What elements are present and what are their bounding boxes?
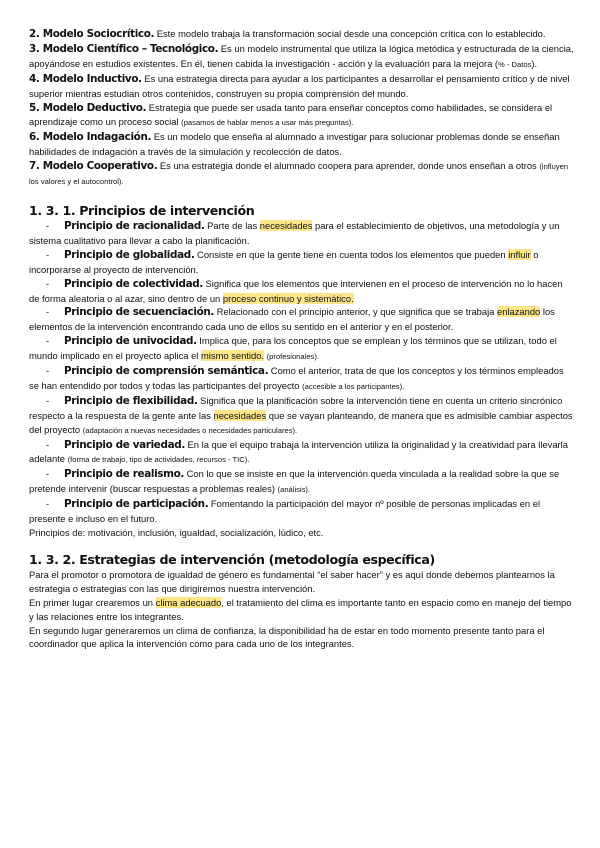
strategies-paragraph-3: En segundo lugar generaremos un clima de confianza, la disponibilidad ha de estar en todo momento presente tanto para el coordinador que aplica la intervención como para cada uno de los integrantes. xyxy=(29,624,545,650)
principle-title: Principio de globalidad. xyxy=(64,248,195,261)
principle-title: Principio de realismo. xyxy=(64,468,184,481)
principle-title: Principio de flexibilidad. xyxy=(64,394,198,407)
model-text: Este modelo trabaja la transformación social desde una concepción crítica con lo establecido. xyxy=(154,28,546,39)
principle-text: Significa que los elementos que intervienen en el proceso de intervención no lo hacen de forma aleatoria o al azar, sino dentro de un xyxy=(29,277,563,304)
principle-title: Principio de secuenciación. xyxy=(64,306,214,319)
principle-racionalidad xyxy=(29,219,575,248)
principle-text: Significa que la planificación sobre la intervención tiene en cuenta un criterio sincrónico respecto a la respuesta de la gente ante las xyxy=(29,394,563,421)
principle-text: Parte de las xyxy=(204,219,260,231)
principle-text: Implica que, para los conceptos que se emplean y los términos que se utilizan, todo el mundo implicado en el proyecto aplica el xyxy=(29,335,557,362)
list-dash: - xyxy=(46,468,50,480)
highlight: proceso continuo y sistemático. xyxy=(222,292,354,304)
principle-colectividad xyxy=(29,277,575,306)
model-7 xyxy=(29,159,575,189)
model-text-end: ). xyxy=(531,57,538,69)
model-note: (pasamos de hablar menos a usar más preguntas). xyxy=(181,118,354,128)
model-title: 3. Modelo Científico – Tecnológico. xyxy=(29,42,219,55)
list-dash: - xyxy=(46,394,50,406)
model-title: 2. Modelo Sociocrítico. xyxy=(29,28,155,40)
principle-title: Principio de comprensión semántica. xyxy=(64,365,269,378)
principle-note: (accesible a los participantes). xyxy=(302,381,405,391)
model-5 xyxy=(29,101,575,131)
principle-flexibilidad xyxy=(29,394,575,438)
principle-text: que se vayan planteando, de manera que es admisible cambiar aspectos del proyecto xyxy=(29,409,573,435)
list-dash: - xyxy=(46,335,50,347)
list-dash: - xyxy=(46,306,50,318)
list-dash: - xyxy=(46,365,50,377)
principle-text: Consiste en que la gente tiene en cuenta todos los elementos que pueden xyxy=(194,248,509,260)
highlight: mismo sentido. xyxy=(200,350,265,362)
principle-text: o incorporarse al proyecto de intervención. xyxy=(29,248,539,275)
paragraph-text: En primer lugar crearemos un xyxy=(29,596,156,608)
principle-text: En la que el equipo trabaja la intervención utiliza la originalidad y la creatividad para llevarla adelante xyxy=(29,438,568,465)
principle-title: Principio de racionalidad. xyxy=(64,219,205,232)
model-title: 6. Modelo Indagación. xyxy=(29,131,152,144)
strategies-paragraph-2 xyxy=(29,596,575,624)
document-page xyxy=(29,27,575,651)
list-dash: - xyxy=(46,277,50,289)
model-3 xyxy=(29,42,575,72)
principle-title: Principio de participación. xyxy=(64,498,209,511)
principle-comprension-semantica xyxy=(29,364,575,394)
model-text: Es una estrategia directa para ayudar a los participantes a desarrollar el pensamiento crítico y de nivel superior mientras estudian otros contenidos, construyen su propia comprensión del mundo. xyxy=(29,72,570,99)
model-text: Es una estrategia donde el alumnado coopera para aprender, donde unos enseñan a otros xyxy=(157,160,540,172)
model-text: Estrategia que puede ser usada tanto para enseñar conceptos como habilidades, se considera el aprendizaje como un proceso social xyxy=(29,101,553,128)
model-note: (influyen los valores y el autocontrol). xyxy=(29,162,569,187)
principle-text: Como el anterior, trata de que los conceptos y los términos empleados se han entendido por todos y todas las participantes del proyecto xyxy=(29,365,564,391)
highlight: necesidades xyxy=(259,219,313,231)
principle-text: Relacionado con el principio anterior, y que significa que se trabaja xyxy=(214,306,497,318)
model-note: % - Datos xyxy=(498,59,532,69)
strategies-paragraph-1: Para el promotor o promotora de igualdad de género es fundamental “el saber hacer” y es aquí donde debemos plantearnos la estrategia o estrategias con las que dirigiremos nuestra intervención. xyxy=(29,568,555,594)
model-2 xyxy=(29,27,575,42)
model-title: 5. Modelo Deductivo. xyxy=(29,101,147,114)
principle-text: Fomentando la participación del mayor nº posible de personas implicadas en el presente e incluso en el futuro. xyxy=(29,498,541,525)
model-title: 4. Modelo Inductivo. xyxy=(29,72,142,85)
principle-secuenciacion xyxy=(29,305,575,334)
principle-globalidad xyxy=(29,248,575,277)
principle-realismo xyxy=(29,467,575,497)
principle-note: (profesionales). xyxy=(266,352,319,362)
model-4 xyxy=(29,72,575,101)
list-dash: - xyxy=(46,498,50,510)
principle-note: (adaptación a nuevas necesidades o necesidades particulares). xyxy=(82,425,298,435)
model-text: Es un modelo instrumental que utiliza la lógica metódica y estructurada de la ciencia, apoyándose en estudios existentes. En él, tienen cabida la investigación - acción y la evaluación para la mejora ( xyxy=(29,42,574,69)
model-6 xyxy=(29,130,575,159)
highlight: influir xyxy=(508,248,531,260)
list-dash: - xyxy=(46,219,50,231)
principle-participacion xyxy=(29,497,575,526)
principle-variedad xyxy=(29,438,575,468)
paragraph-text: , el tratamiento del clima es importante tanto en espacio como en manejo del tiempo y las relaciones entre los integrantes. xyxy=(29,596,572,622)
section-heading-estrategias: 1. 3. 2. Estrategias de intervención (metodología específica) xyxy=(29,551,435,567)
model-title: 7. Modelo Cooperativo. xyxy=(29,160,158,173)
list-dash: - xyxy=(46,248,50,260)
principle-note: (forma de trabajo, tipo de actividades, recursos - TIC). xyxy=(67,455,250,465)
principle-title: Principio de variedad. xyxy=(64,438,185,451)
model-text: Es un modelo que enseña al alumnado a investigar para solucionar problemas donde se enseñan habilidades de indagación a través de la simulación y recolección de datos. xyxy=(29,131,560,158)
principle-text: los elementos de la intervención encontrando cada uno de ellos su sentido en el anterior y en el posterior. xyxy=(29,306,555,333)
highlight: clima adecuado xyxy=(155,596,222,608)
principles-summary: Principios de: motivación, inclusión, igualdad, socialización, lúdico, etc. xyxy=(29,527,324,538)
highlight: necesidades xyxy=(213,409,267,421)
principle-note: (análisis). xyxy=(277,485,311,495)
principle-title: Principio de colectividad. xyxy=(64,277,203,290)
list-dash: - xyxy=(46,438,50,450)
principle-text: Con lo que se insiste en que la intervención queda vinculada a la realidad sobre la que se pretende intervenir (buscar respuestas a problemas reales) xyxy=(29,468,560,495)
section-heading-principios: 1. 3. 1. Principios de intervención xyxy=(29,202,255,218)
principle-text: para el establecimiento de objetivos, una metodología y un sistema cualitativo para llevar a cabo la planificación. xyxy=(29,219,560,246)
highlight: enlazando xyxy=(496,306,541,318)
principle-univocidad xyxy=(29,334,575,364)
principle-title: Principio de univocidad. xyxy=(64,335,197,348)
